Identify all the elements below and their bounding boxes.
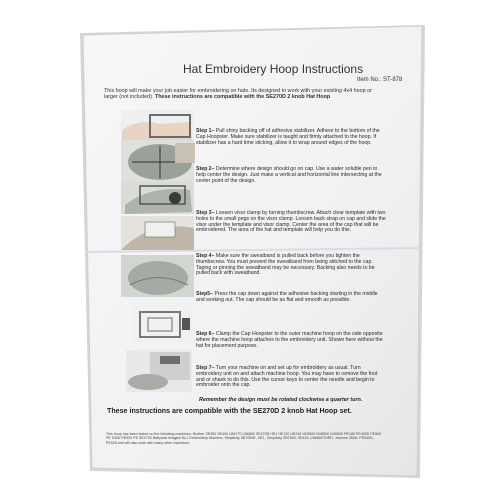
intro-paragraph (104, 88, 380, 100)
remember-note: Remember the design must be rotated clockwise a quarter turn. (199, 397, 363, 403)
step6-photo (132, 305, 192, 345)
step-2 (196, 167, 386, 184)
step-label: Step 3– (196, 210, 215, 216)
step-label: Step 7– (196, 365, 215, 371)
item-number: Item No.: ST-878 (357, 77, 403, 83)
step3-photo (121, 182, 194, 214)
step-text: Clamp the Cap Hoopster to the outer machine hoop on the side opposite where the machine hoop attaches to the embroidery unit. Shown here without the hat for placement purpose. (196, 331, 383, 349)
fine-print: This hoop has been tested on the following machines: Brother SE350 SE400 LB6770 LB6800 SE270D HE1 HE120 HE240 NV9500 NV8500 NV6500 PE180 PE400D PE500 PE 540D PE520 PE SE2700 Babylock Imagine BL1 Embroidery Machine, Simplicity SB7050E, HE1, Simplicity SB7500, SE425, LB6800THRD, Janome 350D, PE540D, PE525 and will also work with many other machines. (106, 432, 382, 445)
compatibility-footer: These instructions are compatible with the SE270D 2 knob Hat Hoop set. (107, 407, 352, 415)
page-title: Hat Embroidery Hoop Instructions (183, 62, 364, 76)
step-label: Step 4– (196, 253, 215, 259)
step-text: Determine where design should go on cap. Use a water soluble pen to help center the design. Just make a vertical and horizontal line intersecting at the center point of the design. (196, 166, 382, 184)
step-text: Turn your machine on and set up for embroidery as usual. Turn embroidery unit on and attach machine hoop. You may have to remove the foot and or shank to do this. Use the cursor keys to center the needle and begin to embroider onto the cap. (196, 365, 378, 389)
step-7 (196, 366, 386, 389)
step-label: Step5– (196, 291, 214, 297)
step5-photo (121, 255, 194, 297)
step2-photo (121, 140, 195, 182)
intro-bold-text: These instructions are compatible with the SE270D 2 knob Hat Hoop (154, 94, 331, 101)
step-label: Step 1– (196, 128, 215, 134)
step-4 (196, 254, 386, 277)
step-label: Step 2– (196, 166, 215, 172)
step-1 (196, 129, 386, 146)
step-text: Pull shiny backing off of adhesive stabilizer. Adhere to the bottom of the Cap Hoopster. Make sure stabilizer is taught and firmly attached to the hoop. If stabilizer has a hard time sticking, allow it to wrap around edges of the hoop. (196, 128, 380, 146)
step-6 (196, 332, 386, 349)
step7-photo (126, 350, 192, 392)
step-text: Make sure the sweatband is pulled back before you tighten the thumbscrew. You must prevent the sweatband from being stitched to the cap. Taping or pinning the sweatband may be necessary. Backing also needs to be pulled back with sweatband. (196, 253, 375, 277)
step-label: Step 6– (196, 331, 215, 337)
intro-text: This hoop will make your job easier for embroidering on hats. Its designed to work with your existing 4x4 hoop or larger (not included). (104, 88, 372, 101)
step-3 (196, 211, 386, 234)
step-5 (196, 292, 386, 304)
step-text: Loosen visor clamp by turning thumbscrew. Attach clear template with two holes to the small pegs on the visor clamp. Loosen back strap on cap and slide the visor under the template and visor clamp. Center the area of the cap that will be embroidered. The area of the hat and template will help you do this. (196, 210, 386, 234)
step4-photo (121, 216, 194, 250)
step-text: Press the cap down against the adhesive backing starting in the middle and working out. The cap should be as flat and smooth as possible. (196, 291, 378, 303)
